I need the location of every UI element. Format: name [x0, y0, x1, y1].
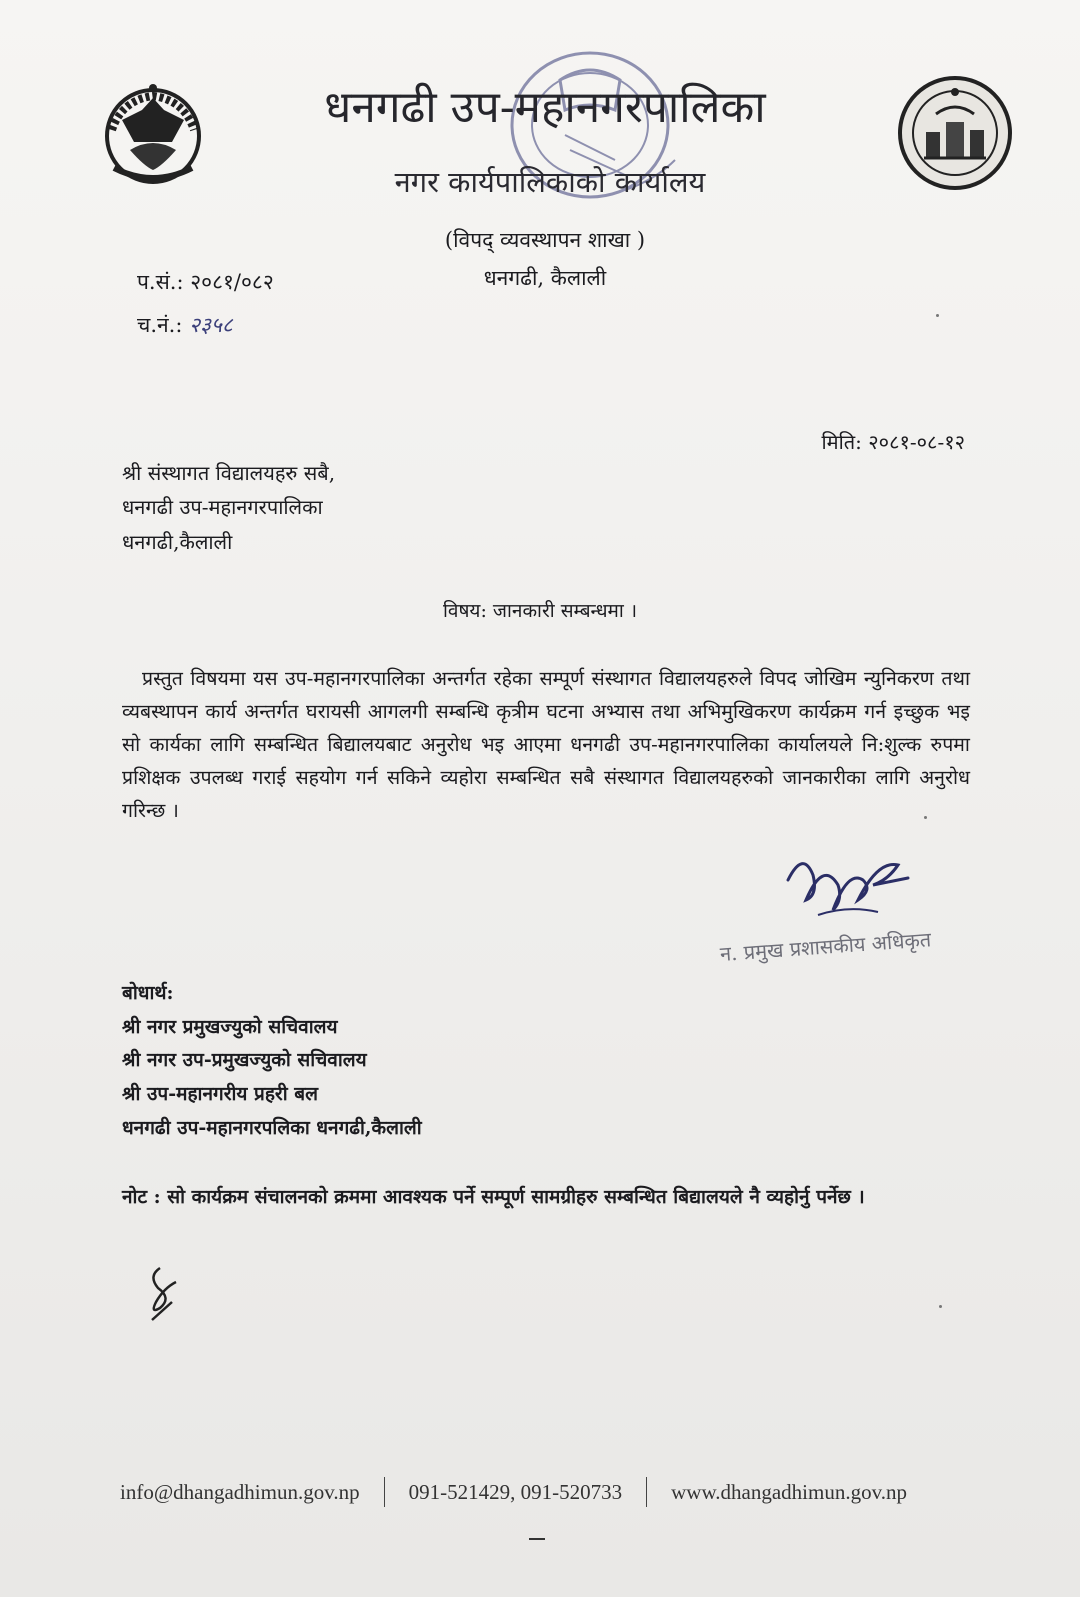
office-name: नगर कार्यपालिकाको कार्यालय — [394, 165, 706, 199]
addressee-line: श्री संस्थागत विद्यालयहरु सबै, — [122, 461, 336, 485]
signatory-designation: न. प्रमुख प्रशासकीय अधिकृत — [719, 927, 932, 966]
letter-subject: विषय: जानकारी सम्बन्धमा । — [442, 600, 638, 622]
nepal-emblem-logo — [92, 80, 214, 192]
addressee-line: धनगढी उप-महानगरपालिका — [122, 495, 323, 519]
letter-footer — [120, 1472, 980, 1512]
cc-item: श्री नगर प्रमुखज्युको सचिवालय — [122, 1016, 338, 1038]
initial-mark — [142, 1262, 192, 1324]
letter-number-value: २०८१/०८२ — [190, 270, 274, 294]
letter-number-label: प.सं.: — [137, 270, 184, 294]
date-label: मिति: — [821, 430, 862, 454]
municipality-logo — [896, 74, 1014, 192]
footer-phone: 091-521429, 091-520733 — [408, 1479, 623, 1504]
cc-item: धनगढी उप-महानगरपलिका धनगढी,कैलाली — [122, 1117, 422, 1139]
signature-mark — [778, 840, 918, 930]
cc-item: श्री उप-महानगरीय प्रहरी बल — [122, 1083, 318, 1105]
office-location: धनगढी, कैलाली — [483, 266, 607, 290]
footer-website: www.dhangadhimun.gov.np — [671, 1479, 907, 1504]
paper-speck — [939, 1305, 942, 1308]
dispatch-number-value: २३५८ — [189, 313, 233, 337]
paper-speck — [936, 314, 939, 317]
letter-date — [720, 428, 965, 456]
organization-name: धनगढी उप-महानगरपालिका — [324, 82, 766, 133]
letter-body: प्रस्तुत विषयमा यस उप-महानगरपालिका अन्तर्गत रहेका सम्पूर्ण संस्थागत विद्यालयहरुले विपद जोखिम न्युनिकरण तथा व्यबस्थापन कार्य अन्तर्गत घरायसी आगलगी सम्बन्धि कृत्रीम घटना अभ्यास तथा अभिमुखिकरण कार्यक्रम गर्न इच्छुक भइ सो कार्यका लागि सम्बन्धित बिद्यालयबाट अनुरोध भइ आएमा धनगढी उप-महानगरपालिका कार्यालयले नि:शुल्क रुपमा प्रशिक्षक उपलब्ध गराई सहयोग गर्न सकिने व्यहोरा सम्बन्धित सबै संस्थागत विद्यालयहरुको जानकारीका लागि अनुरोध गरिन्छ । — [122, 667, 970, 822]
dispatch-number-label: च.नं.: — [137, 313, 183, 337]
letter-number-line — [137, 267, 274, 297]
note-text: नोट : सो कार्यक्रम संचालनको क्रममा आवश्यक पर्ने सम्पूर्ण सामग्रीहरु सम्बन्धित बिद्यालयले नै व्यहोर्नु पर्नेछ । — [122, 1186, 865, 1208]
date-value: २०८१-०८-१२ — [868, 430, 965, 454]
paper-speck — [924, 816, 927, 819]
cc-item: श्री नगर उप-प्रमुखज्युको सचिवालय — [122, 1049, 367, 1071]
addressee-line: धनगढी,कैलाली — [122, 530, 233, 554]
dispatch-number-line — [137, 310, 233, 340]
branch-name: (विपद् व्यवस्थापन शाखा ) — [444, 228, 646, 252]
cc-heading: बोधार्थ: — [122, 982, 174, 1004]
footer-dash — [529, 1538, 545, 1540]
footer-email: info@dhangadhimun.gov.np — [120, 1479, 360, 1504]
footer-divider — [384, 1477, 385, 1507]
footer-divider — [646, 1477, 647, 1507]
